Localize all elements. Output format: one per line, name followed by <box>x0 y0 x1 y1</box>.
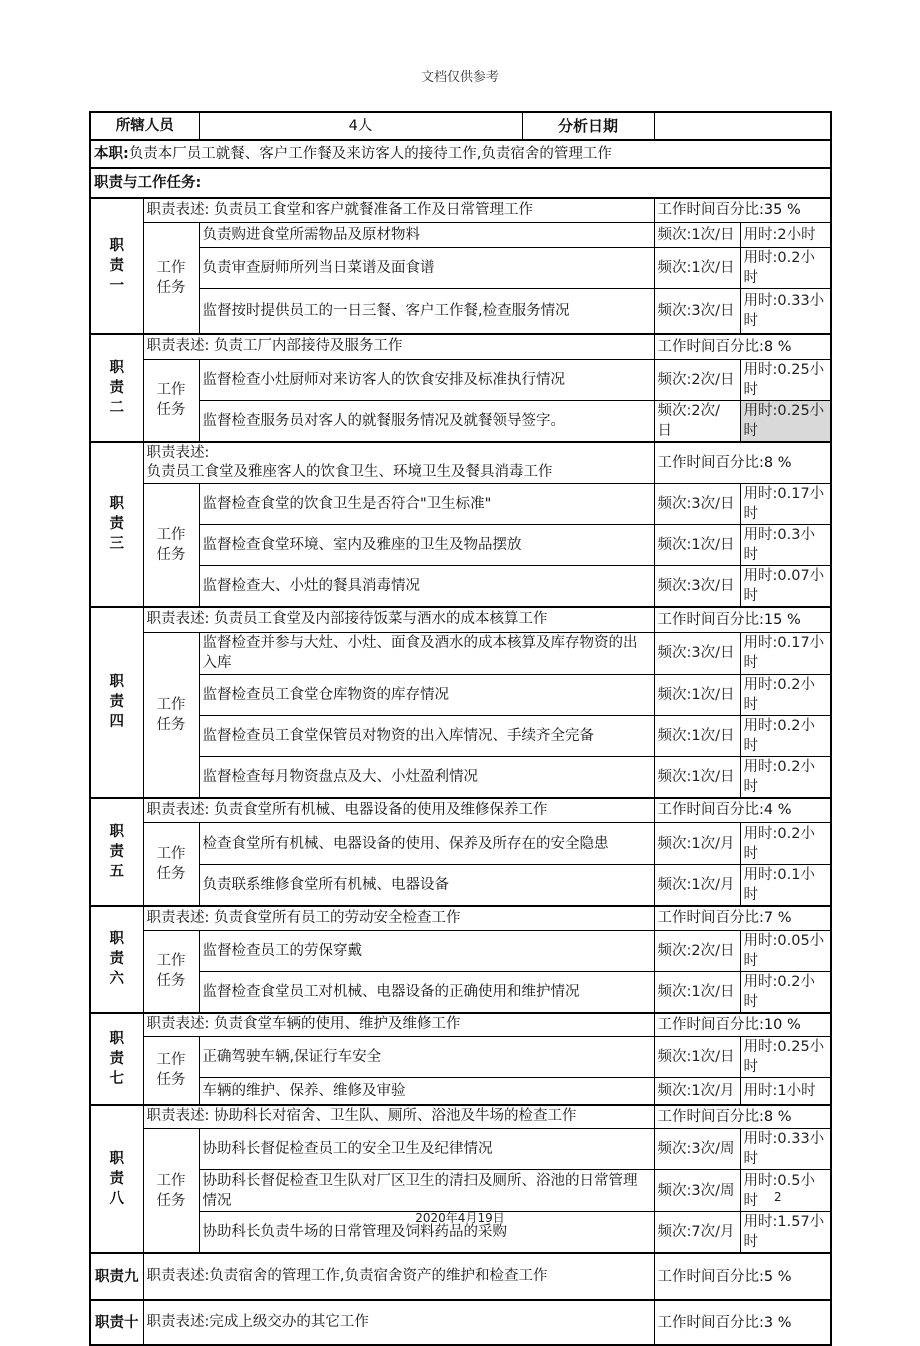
task-hours: 用时:0.2小时 <box>740 756 831 798</box>
work-time-percentage: 工作时间百分比:7 % <box>654 906 831 930</box>
duties-heading: 职责与工作任务: <box>90 168 831 198</box>
task-text: 监督按时提供员工的一日三餐、客户工作餐,检查服务情况 <box>199 288 654 334</box>
duty-description: 职责表述: 负责食堂所有机械、电器设备的使用及维修保养工作 <box>143 798 654 823</box>
duty-description: 职责表述: 协助科长对宿舍、卫生队、厕所、浴池及牛场的检查工作 <box>143 1105 654 1129</box>
task-hours: 用时:1.57小时 <box>740 1212 831 1254</box>
work-time-percentage: 工作时间百分比:8 % <box>654 1105 831 1129</box>
task-frequency: 频次:2次/ 日 <box>654 400 740 442</box>
task-frequency: 频次:1次/月 <box>654 1078 740 1105</box>
task-frequency: 频次:2次/日 <box>654 930 740 971</box>
task-hours: 用时:0.07小时 <box>740 566 831 608</box>
task-text: 监督检查大、小灶的餐具消毒情况 <box>199 566 654 608</box>
duty-analysis-table <box>89 111 832 1346</box>
duty-description: 职责表述: 负责员工食堂及雅座客人的饮食卫生、环境卫生及餐具消毒工作 <box>143 442 654 484</box>
task-hours: 用时:0.1小时 <box>740 865 831 907</box>
task-frequency: 频次:3次/周 <box>654 1170 740 1212</box>
task-frequency: 频次:1次/日 <box>654 715 740 756</box>
task-hours: 用时:0.25小时 <box>740 400 831 442</box>
duty-number: 职 责 四 <box>90 607 143 798</box>
task-text: 监督检查食堂员工对机械、电器设备的正确使用和维护情况 <box>199 971 654 1013</box>
staff-label: 所辖人员 <box>90 112 199 140</box>
page-footer-date: 2020年4月19日 <box>415 1211 505 1225</box>
task-hours: 用时:0.17小时 <box>740 484 831 525</box>
work-task-label: 工作 任务 <box>143 823 199 907</box>
task-text: 监督检查每月物资盘点及大、小灶盈利情况 <box>199 756 654 798</box>
task-text: 负责购进食堂所需物品及原材物料 <box>199 222 654 247</box>
task-text: 协助科长督促检查卫生队对厂区卫生的清扫及厕所、浴池的日常管理情况 <box>199 1170 654 1212</box>
task-text: 监督检查员工的劳保穿戴 <box>199 930 654 971</box>
page-number: 2 <box>774 1190 782 1204</box>
date-label: 分析日期 <box>557 117 618 135</box>
duty-number: 职 责 七 <box>90 1013 143 1105</box>
staff-value: 4人 <box>200 113 523 139</box>
work-time-percentage: 工作时间百分比:10 % <box>654 1013 831 1037</box>
task-hours: 用时:0.2小时 <box>740 971 831 1013</box>
task-hours: 用时:0.2小时 <box>740 674 831 715</box>
task-hours: 用时:0.33小时 <box>740 288 831 334</box>
duty-number: 职 责 五 <box>90 798 143 907</box>
task-text: 监督检查员工食堂保管员对物资的出入库情况、手续齐全完备 <box>199 715 654 756</box>
work-task-label: 工作 任务 <box>143 484 199 608</box>
duty-description: 职责表述: 负责食堂所有员工的劳动安全检查工作 <box>143 906 654 930</box>
duty-number: 职责九 <box>90 1253 143 1300</box>
task-text: 监督检查员工食堂仓库物资的库存情况 <box>199 674 654 715</box>
task-frequency: 频次:3次/日 <box>654 484 740 525</box>
task-frequency: 频次:3次/日 <box>654 288 740 334</box>
duty-number: 职 责 二 <box>90 334 143 442</box>
task-hours: 用时:0.2小时 <box>740 823 831 865</box>
task-hours: 用时:0.2小时 <box>740 247 831 288</box>
task-hours: 用时:0.33小时 <box>740 1129 831 1170</box>
task-frequency: 频次:2次/日 <box>654 359 740 400</box>
duty-description: 职责表述: 负责员工食堂和客户就餐准备工作及日常管理工作 <box>143 198 654 222</box>
duty-description: 职责表述: 负责工厂内部接待及服务工作 <box>143 334 654 359</box>
main-duty-row <box>90 140 831 168</box>
duty-number: 职 责 三 <box>90 442 143 608</box>
work-task-label: 工作 任务 <box>143 1129 199 1254</box>
task-hours: 用时:1小时 <box>740 1078 831 1105</box>
task-frequency: 频次:1次/日 <box>654 1037 740 1078</box>
task-text: 监督检查食堂的饮食卫生是否符合"卫生标准" <box>199 484 654 525</box>
work-task-label: 工作 任务 <box>143 632 199 798</box>
task-frequency: 频次:3次/日 <box>654 632 740 674</box>
task-text: 协助科长负责牛场的日常管理及饲料药品的采购 <box>199 1212 654 1254</box>
task-text: 监督检查并参与大灶、小灶、面食及酒水的成本核算及库存物资的出入库 <box>199 632 654 674</box>
page-header: 文档仅供参考 <box>420 70 499 85</box>
task-frequency: 频次:3次/周 <box>654 1129 740 1170</box>
task-frequency: 频次:7次/月 <box>654 1212 740 1254</box>
duty-number: 职 责 六 <box>90 906 143 1013</box>
task-hours: 用时:0.5小时 <box>740 1170 831 1212</box>
task-frequency: 频次:1次/日 <box>654 674 740 715</box>
work-task-label: 工作 任务 <box>143 1037 199 1105</box>
task-text: 监督检查服务员对客人的就餐服务情况及就餐领导签字。 <box>199 400 654 442</box>
task-frequency: 频次:1次/日 <box>654 756 740 798</box>
work-time-percentage: 工作时间百分比:8 % <box>654 442 831 484</box>
task-text: 负责联系维修食堂所有机械、电器设备 <box>199 865 654 907</box>
work-time-percentage: 工作时间百分比:3 % <box>654 1300 831 1345</box>
task-hours: 用时:0.2小时 <box>740 715 831 756</box>
work-time-percentage: 工作时间百分比:5 % <box>654 1253 831 1300</box>
duty-description: 职责表述:完成上级交办的其它工作 <box>143 1300 654 1345</box>
work-task-label: 工作 任务 <box>143 930 199 1013</box>
task-hours: 用时:0.25小时 <box>740 1037 831 1078</box>
task-text: 正确驾驶车辆,保证行车安全 <box>199 1037 654 1078</box>
task-text: 车辆的维护、保养、维修及审验 <box>199 1078 654 1105</box>
duty-description: 职责表述: 负责食堂车辆的使用、维护及维修工作 <box>143 1013 654 1037</box>
task-frequency: 频次:1次/月 <box>654 823 740 865</box>
task-text: 协助科长督促检查员工的安全卫生及纪律情况 <box>199 1129 654 1170</box>
work-time-percentage: 工作时间百分比:15 % <box>654 607 831 632</box>
task-frequency: 频次:1次/日 <box>654 525 740 566</box>
task-frequency: 频次:3次/日 <box>654 566 740 608</box>
task-hours: 用时:0.3小时 <box>740 525 831 566</box>
task-frequency: 频次:1次/日 <box>654 247 740 288</box>
task-hours: 用时:2小时 <box>740 222 831 247</box>
duty-number: 职 责 八 <box>90 1105 143 1254</box>
duty-number: 职责十 <box>90 1300 143 1345</box>
duty-number: 职 责 一 <box>90 198 143 334</box>
work-time-percentage: 工作时间百分比:35 % <box>654 198 831 222</box>
work-time-percentage: 工作时间百分比:8 % <box>654 334 831 359</box>
date-value <box>654 112 831 140</box>
task-frequency: 频次:1次/月 <box>654 865 740 907</box>
duty-description: 职责表述:负责宿舍的管理工作,负责宿舍资产的维护和检查工作 <box>143 1253 654 1300</box>
task-hours: 用时:0.25小时 <box>740 359 831 400</box>
duty-description: 职责表述: 负责员工食堂及内部接待饭菜与酒水的成本核算工作 <box>143 607 654 632</box>
work-task-label: 工作 任务 <box>143 359 199 442</box>
task-hours: 用时:0.05小时 <box>740 930 831 971</box>
task-hours: 用时:0.17小时 <box>740 632 831 674</box>
task-frequency: 频次:1次/日 <box>654 971 740 1013</box>
work-time-percentage: 工作时间百分比:4 % <box>654 798 831 823</box>
main-duty-label: 本职: <box>94 146 129 162</box>
work-task-label: 工作 任务 <box>143 222 199 334</box>
task-text: 检查食堂所有机械、电器设备的使用、保养及所存在的安全隐患 <box>199 823 654 865</box>
task-text: 监督检查食堂环境、室内及雅座的卫生及物品摆放 <box>199 525 654 566</box>
main-duty-text: 负责本厂员工就餐、客户工作餐及来访客人的接待工作,负责宿舍的管理工作 <box>128 146 612 162</box>
task-text: 监督检查小灶厨师对来访客人的饮食安排及标准执行情况 <box>199 359 654 400</box>
task-frequency: 频次:1次/日 <box>654 222 740 247</box>
task-text: 负责审查厨师所列当日菜谱及面食谱 <box>199 247 654 288</box>
